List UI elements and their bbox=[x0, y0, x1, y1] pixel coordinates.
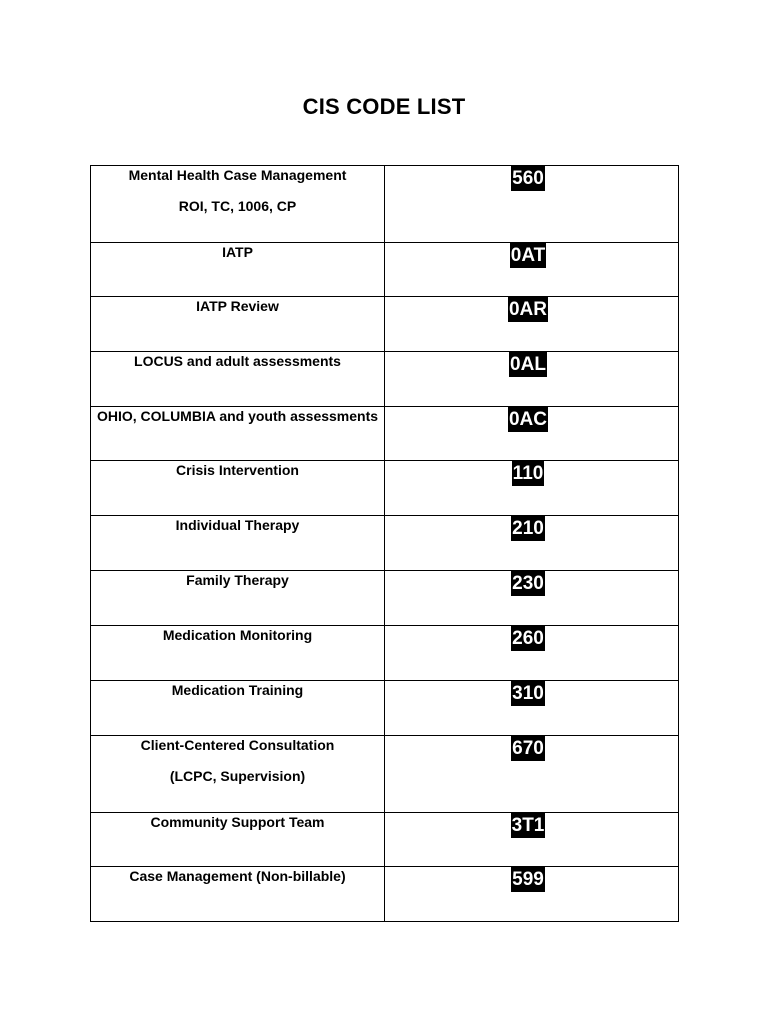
cis-code: 599 bbox=[512, 869, 544, 890]
code-cell bbox=[385, 352, 679, 407]
service-description: OHIO, COLUMBIA and youth assessments bbox=[96, 408, 379, 424]
service-description-cell bbox=[91, 867, 385, 922]
table-row bbox=[91, 243, 679, 297]
table-row bbox=[91, 626, 679, 681]
service-description: Crisis Intervention bbox=[176, 462, 299, 478]
cis-code: 560 bbox=[512, 168, 544, 189]
cis-code: 110 bbox=[512, 463, 544, 484]
cis-code-table bbox=[90, 165, 679, 922]
service-description: Case Management (Non-billable) bbox=[129, 868, 346, 884]
cis-code: 0AR bbox=[508, 299, 547, 320]
cis-code: 0AT bbox=[510, 245, 546, 266]
cis-code: 210 bbox=[512, 518, 544, 539]
service-description: Family Therapy bbox=[186, 572, 289, 588]
cis-code: 260 bbox=[512, 628, 544, 649]
table-row bbox=[91, 736, 679, 813]
page-title: CIS CODE LIST bbox=[302, 94, 466, 119]
service-description-cell bbox=[91, 571, 385, 626]
table-row bbox=[91, 297, 679, 352]
cis-code: 0AL bbox=[510, 354, 546, 375]
code-cell bbox=[385, 243, 679, 297]
code-cell bbox=[385, 461, 679, 516]
service-description: Community Support Team bbox=[150, 814, 325, 830]
table-row bbox=[91, 516, 679, 571]
service-description: Medication Monitoring bbox=[162, 627, 313, 643]
code-cell bbox=[385, 813, 679, 867]
code-cell bbox=[385, 516, 679, 571]
code-cell bbox=[385, 166, 679, 243]
cis-code: 230 bbox=[512, 573, 544, 594]
service-description: Individual Therapy bbox=[175, 517, 300, 533]
service-description: IATP bbox=[222, 244, 253, 260]
service-description-cell bbox=[91, 626, 385, 681]
service-description-detail: (LCPC, Supervision) bbox=[169, 768, 306, 784]
service-description-cell bbox=[91, 736, 385, 813]
table-row bbox=[91, 352, 679, 407]
cis-code: 310 bbox=[512, 683, 544, 704]
service-description-cell bbox=[91, 243, 385, 297]
service-description: IATP Review bbox=[196, 298, 279, 314]
code-cell bbox=[385, 736, 679, 813]
code-cell bbox=[385, 681, 679, 736]
service-description-cell bbox=[91, 407, 385, 461]
service-description-cell bbox=[91, 813, 385, 867]
code-cell bbox=[385, 626, 679, 681]
cis-code: 670 bbox=[512, 738, 544, 759]
table-row bbox=[91, 867, 679, 922]
code-cell bbox=[385, 867, 679, 922]
service-description: Medication Training bbox=[171, 682, 304, 698]
table-row bbox=[91, 461, 679, 516]
table-row bbox=[91, 571, 679, 626]
cis-code: 0AC bbox=[508, 409, 547, 430]
table-row bbox=[91, 407, 679, 461]
code-cell bbox=[385, 571, 679, 626]
service-description-detail: ROI, TC, 1006, CP bbox=[178, 198, 297, 214]
service-description-cell bbox=[91, 166, 385, 243]
service-description: Mental Health Case Management bbox=[128, 167, 347, 183]
service-description-cell bbox=[91, 352, 385, 407]
cis-code: 3T1 bbox=[511, 815, 545, 836]
table-row bbox=[91, 813, 679, 867]
service-description: LOCUS and adult assessments bbox=[134, 353, 341, 369]
table-row bbox=[91, 681, 679, 736]
service-description-cell bbox=[91, 681, 385, 736]
table-row bbox=[91, 166, 679, 243]
service-description-cell bbox=[91, 516, 385, 571]
service-description-cell bbox=[91, 297, 385, 352]
service-description-cell bbox=[91, 461, 385, 516]
code-cell bbox=[385, 407, 679, 461]
code-cell bbox=[385, 297, 679, 352]
service-description: Client-Centered Consultation bbox=[140, 737, 335, 753]
